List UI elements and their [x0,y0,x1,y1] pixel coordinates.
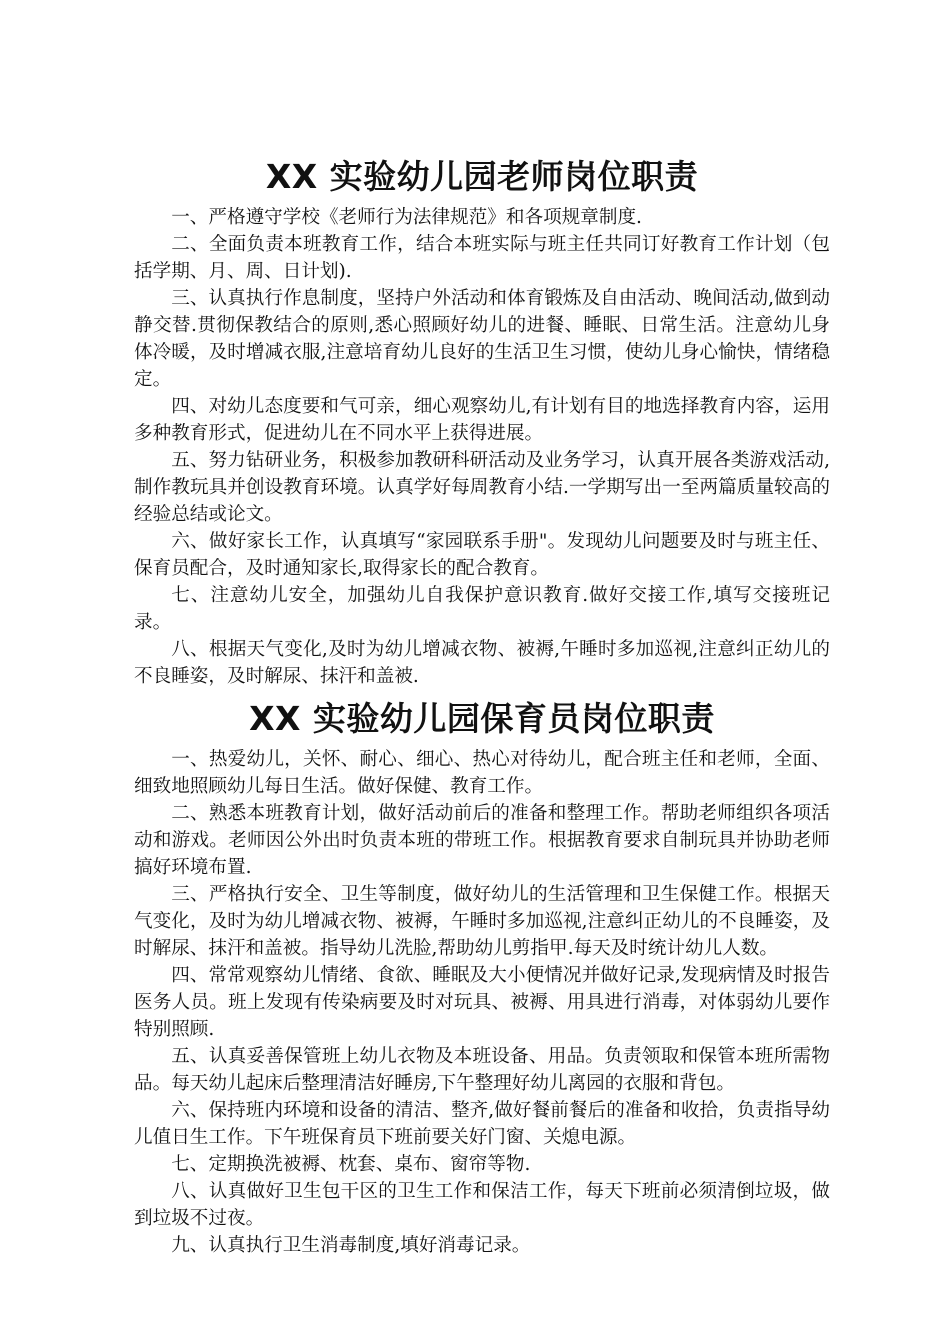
duty-paragraph: 六、保持班内环境和设备的清洁、整齐,做好餐前餐后的准备和收拾，负责指导幼儿值日生工作。下午班保育员下班前要关好门窗、关熄电源。 [134,1100,830,1148]
section-teacher-duties [134,150,830,690]
section-title: XX 实验幼儿园保育员岗位职责 [249,699,715,738]
duty-paragraph: 五、努力钻研业务，积极参加教研科研活动及业务学习，认真开展各类游戏活动,制作教玩具并创设教育环境。认真学好每周教育小结.一学期写出一至两篇质量较高的经验总结或论文。 [134,450,830,525]
duty-paragraph: 五、认真妥善保管班上幼儿衣物及本班设备、用品。负责领取和保管本班所需物品。每天幼儿起床后整理清洁好睡房,下午整理好幼儿离园的衣服和背包。 [134,1046,830,1094]
section-caregiver-duties [134,692,830,1259]
duty-paragraph: 八、认真做好卫生包干区的卫生工作和保洁工作，每天下班前必须清倒垃圾，做到垃圾不过夜。 [134,1181,830,1229]
duty-paragraph: 九、认真执行卫生消毒制度,填好消毒记录。 [171,1235,531,1256]
duty-paragraph: 三、认真执行作息制度，坚持户外活动和体育锻炼及自由活动、晚间活动,做到动静交替.贯彻保教结合的原则,悉心照顾好幼儿的进餐、睡眠、日常生活。注意幼儿身体冷暖，及时增减衣服,注意培育幼儿良好的生活卫生习惯，使幼儿身心愉快，情绪稳定。 [134,288,830,390]
duty-paragraph: 一、严格遵守学校《老师行为法律规范》和各项规章制度. [171,207,642,228]
duty-paragraph: 二、全面负责本班教育工作，结合本班实际与班主任共同订好教育工作计划（包括学期、月、周、日计划). [134,234,830,282]
duty-paragraph: 三、严格执行安全、卫生等制度，做好幼儿的生活管理和卫生保健工作。根据天气变化，及时为幼儿增减衣物、被褥，午睡时多加巡视,注意纠正幼儿的不良睡姿，及时解尿、抹汗和盖被。指导幼儿洗脸,帮助幼儿剪指甲.每天及时统计幼儿人数。 [134,884,830,959]
duty-paragraph: 八、根据天气变化,及时为幼儿增减衣物、被褥,午睡时多加巡视,注意纠正幼儿的不良睡姿，及时解尿、抹汗和盖被. [134,639,830,687]
duty-paragraph: 二、熟悉本班教育计划，做好活动前后的准备和整理工作。帮助老师组织各项活动和游戏。老师因公外出时负责本班的带班工作。根据教育要求自制玩具并协助老师搞好环境布置. [134,803,830,878]
duty-paragraph: 七、注意幼儿安全，加强幼儿自我保护意识教育.做好交接工作,填写交接班记录。 [134,585,830,633]
duty-paragraph: 七、定期换洗被褥、枕套、桌布、窗帘等物. [171,1154,531,1175]
duty-paragraph: 一、热爱幼儿，关怀、耐心、细心、热心对待幼儿，配合班主任和老师，全面、细致地照顾幼儿每日生活。做好保健、教育工作。 [134,749,830,797]
section-title: XX 实验幼儿园老师岗位职责 [265,157,699,196]
duty-paragraph: 四、常常观察幼儿情绪、食欲、睡眠及大小便情况并做好记录,发现病情及时报告医务人员。班上发现有传染病要及时对玩具、被褥、用具进行消毒，对体弱幼儿要作特别照顾. [134,965,830,1040]
document-page [134,150,830,1259]
duty-paragraph: 四、对幼儿态度要和气可亲，细心观察幼儿,有计划有目的地选择教育内容，运用多种教育形式，促进幼儿在不同水平上获得进展。 [134,396,830,444]
duty-paragraph: 六、做好家长工作，认真填写“家园联系手册"。发现幼儿问题要及时与班主任、保育员配合，及时通知家长,取得家长的配合教育。 [134,531,830,579]
